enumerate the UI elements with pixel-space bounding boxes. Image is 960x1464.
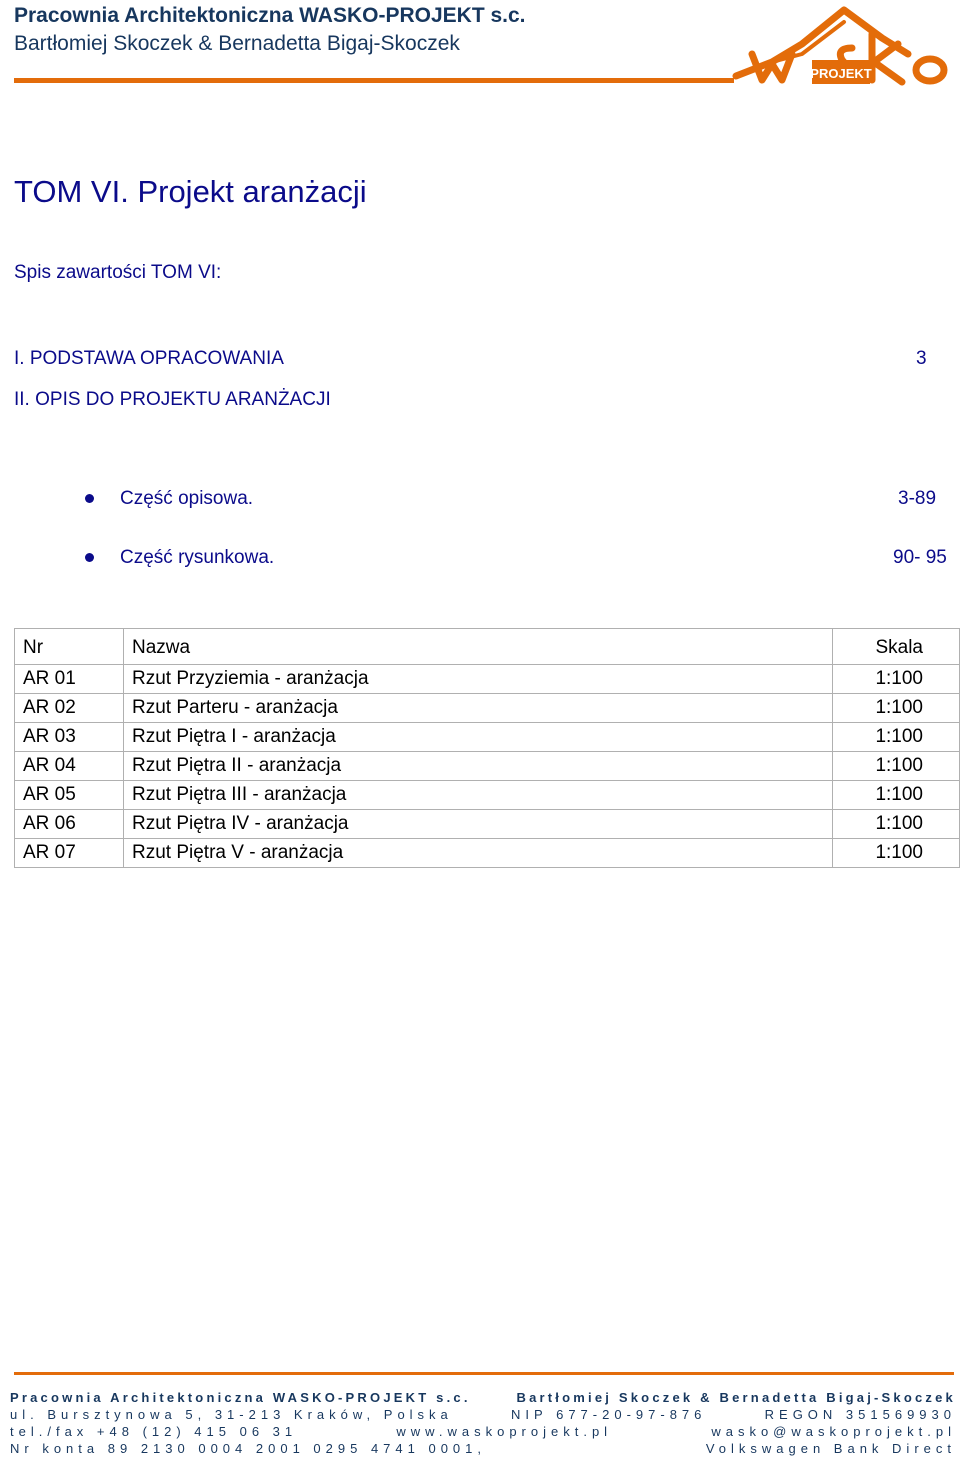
table-row [15,752,960,781]
drawing-number: AR 04 [15,752,124,781]
drawing-scale: 1:100 [833,810,960,839]
page-title: TOM VI. Projekt aranżacji [14,174,367,209]
table-row [15,723,960,752]
drawing-number: AR 01 [15,665,124,694]
drawings-table [14,628,960,868]
drawing-number: AR 02 [15,694,124,723]
drawing-scale: 1:100 [833,781,960,810]
drawing-number: AR 07 [15,839,124,868]
header-owners: Bartłomiej Skoczek & Bernadetta Bigaj-Skoczek [14,32,460,55]
table-row [15,810,960,839]
bullet-icon [85,553,94,562]
header-divider [14,78,734,83]
footer-nip: NIP 677-20-97-876 [511,1407,707,1422]
drawing-number: AR 05 [15,781,124,810]
toc-section-1: I. PODSTAWA OPRACOWANIA [14,348,284,369]
drawing-name: Rzut Przyziemia - aranżacja [124,665,833,694]
toc-part-drawings-pages: 90- 95 [893,547,947,568]
footer-row-names [10,1390,956,1405]
drawing-name: Rzut Piętra IV - aranżacja [124,810,833,839]
toc-section-1-page: 3 [916,348,927,369]
drawing-name: Rzut Piętra III - aranżacja [124,781,833,810]
drawing-scale: 1:100 [833,752,960,781]
footer-account: Nr konta 89 2130 0004 2001 0295 4741 0001, [10,1441,487,1456]
toc-part-drawings: Część rysunkowa. [120,547,275,568]
footer-bank: Volkswagen Bank Direct [705,1441,956,1456]
table-row [15,781,960,810]
table-row [15,694,960,723]
table-row [15,839,960,868]
footer-email: wasko@waskoprojekt.pl [711,1424,956,1439]
logo-text: PROJEKT [810,66,872,81]
header-company: Pracownia Architektoniczna WASKO-PROJEKT s.c. [14,4,526,27]
column-header-scale: Skala [833,629,960,665]
drawing-scale: 1:100 [833,694,960,723]
footer-row-bank [10,1441,956,1456]
drawing-scale: 1:100 [833,723,960,752]
wasko-logo [732,4,954,86]
footer-divider [14,1372,954,1375]
toc-heading: Spis zawartości TOM VI: [14,262,222,283]
table-header-row [15,629,960,665]
footer-company: Pracownia Architektoniczna WASKO-PROJEKT s.c. [10,1390,471,1405]
toc-part-descriptive-pages: 3-89 [898,488,937,509]
footer-phone: tel./fax +48 (12) 415 06 31 [10,1424,298,1439]
drawing-name: Rzut Piętra V - aranżacja [124,839,833,868]
footer-owners: Bartłomiej Skoczek & Bernadetta Bigaj-Skoczek [516,1390,956,1405]
column-header-nr: Nr [15,629,124,665]
footer-web: www.waskoprojekt.pl [396,1424,613,1439]
footer-regon: REGON 351569930 [764,1407,956,1422]
drawing-name: Rzut Piętra II - aranżacja [124,752,833,781]
drawing-name: Rzut Parteru - aranżacja [124,694,833,723]
footer-row-registration [10,1407,956,1422]
logo-letter-o [916,59,944,81]
drawing-number: AR 06 [15,810,124,839]
column-header-name: Nazwa [124,629,833,665]
toc-part-descriptive: Część opisowa. [120,488,254,509]
bullet-icon [85,494,94,503]
drawing-scale: 1:100 [833,665,960,694]
toc-section-2: II. OPIS DO PROJEKTU ARANŻACJI [14,389,331,410]
table-row [15,665,960,694]
footer-row-contact [10,1424,956,1439]
drawing-number: AR 03 [15,723,124,752]
drawing-name: Rzut Piętra I - aranżacja [124,723,833,752]
drawing-scale: 1:100 [833,839,960,868]
footer-address: ul. Bursztynowa 5, 31-213 Kraków, Polska [10,1407,453,1422]
